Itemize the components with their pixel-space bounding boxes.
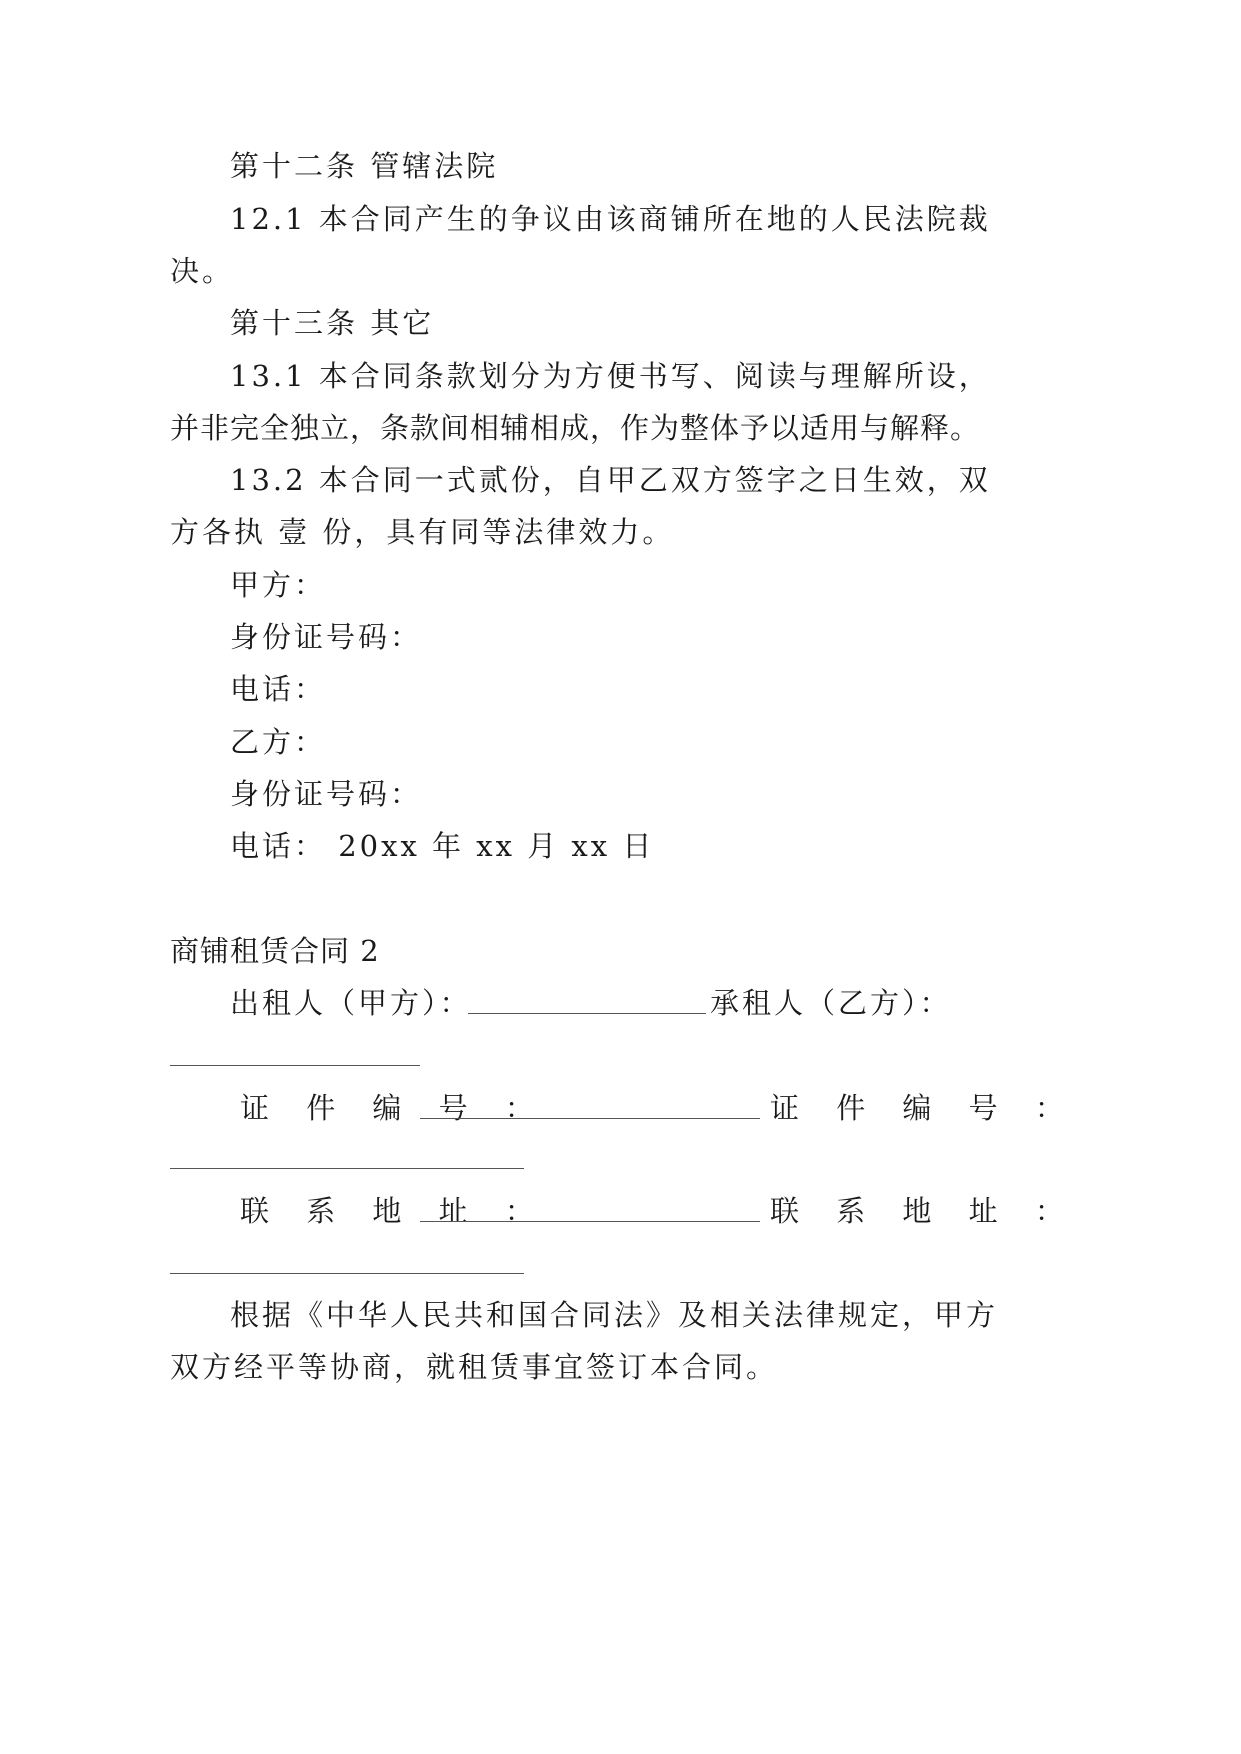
id-number-label-right: 证 件 编 号 ： [770, 1091, 1078, 1125]
lessee-label: 承租人（乙方）： [710, 986, 952, 1020]
address-label-left: 联 系 地 址 ： [240, 1194, 548, 1228]
address-blank-left [420, 1221, 760, 1222]
preamble-line-1: 根据《中华人民共和国合同法》及相关法律规定，甲方 [230, 1298, 999, 1332]
party-b-id-label: 身份证号码： [230, 777, 423, 811]
contract-2-title: 商铺租赁合同 2 [170, 934, 380, 968]
id-number-blank-left [420, 1118, 760, 1119]
clause-12-1-line-2: 决。 [170, 254, 235, 288]
preamble-line-2: 双方经平等协商，就租赁事宜签订本合同。 [170, 1350, 779, 1384]
id-number-label-left: 证 件 编 号 ： [240, 1091, 548, 1125]
clause-13-2-line-2: 方各执 壹 份，具有同等法律效力。 [170, 515, 675, 549]
lessee-blank-line [170, 1065, 420, 1066]
clause-13-1-line-2: 并非完全独立，条款间相辅相成，作为整体予以适用与解释。 [170, 411, 981, 445]
party-a-id-label: 身份证号码： [230, 620, 423, 654]
party-b-phone-and-date: 电话： 20xx 年 xx 月 xx 日 [230, 829, 655, 863]
party-b-label: 乙方： [230, 725, 327, 759]
address-blank-right [170, 1273, 524, 1274]
lessor-blank-line [468, 1013, 706, 1014]
clause-13-2-line-1: 13.2 本合同一式贰份，自甲乙双方签字之日生效，双 [230, 463, 991, 497]
clause-13-1-line-1: 13.1 本合同条款划分为方便书写、阅读与理解所设， [230, 359, 991, 393]
party-a-label: 甲方： [230, 568, 327, 602]
id-number-blank-right [170, 1168, 524, 1169]
lessor-label: 出租人（甲方）： [230, 986, 472, 1020]
address-label-right: 联 系 地 址 ： [770, 1194, 1078, 1228]
party-a-phone-label: 电话： [230, 672, 327, 706]
article-13-heading: 第十三条 其它 [230, 306, 435, 340]
article-12-heading: 第十二条 管辖法院 [230, 149, 499, 183]
clause-12-1-line-1: 12.1 本合同产生的争议由该商铺所在地的人民法院裁 [230, 202, 991, 236]
